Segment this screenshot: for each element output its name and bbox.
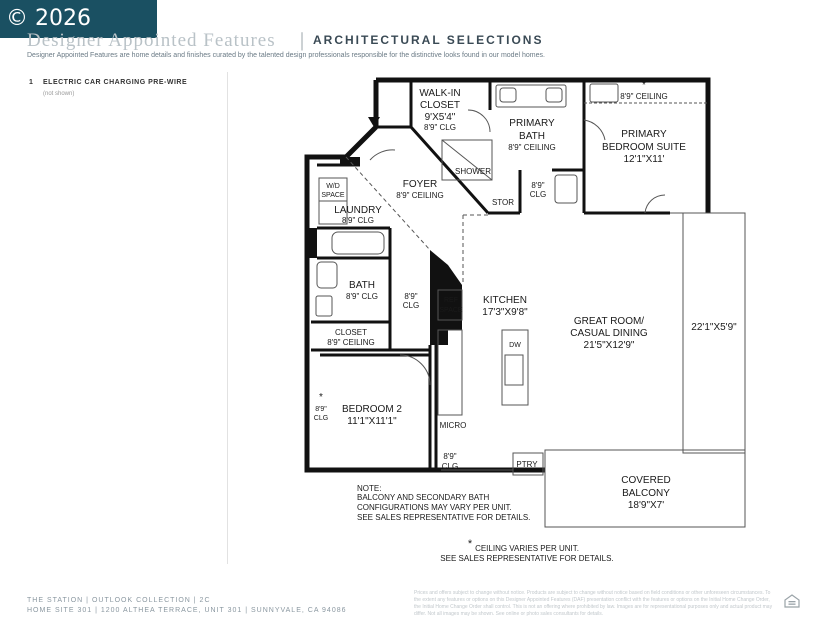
feature-label: ELECTRIC CAR CHARGING PRE-WIRE bbox=[43, 79, 188, 86]
hall-clg-1: 8'9" bbox=[404, 292, 418, 301]
bed2-clg-2: CLG bbox=[313, 415, 329, 422]
walkin-dims: 9'X5'4" bbox=[424, 112, 456, 123]
kitchen-clg-1: 8'9" bbox=[443, 452, 457, 461]
header-title-right: ARCHITECTURAL SELECTIONS bbox=[313, 33, 544, 47]
covered-balcony-dims: 18'9"X7' bbox=[627, 500, 665, 511]
note-line-3: CONFIGURATIONS MAY VARY PER UNIT. bbox=[357, 503, 512, 512]
closet-clg: 8'9" CEILING bbox=[327, 338, 375, 347]
primary-bath-label-2: BATH bbox=[519, 131, 545, 142]
kitchen-label: KITCHEN bbox=[483, 295, 527, 306]
header-separator: | bbox=[300, 29, 305, 51]
wc-clg-2: CLG bbox=[529, 190, 547, 199]
great-room-dims: 21'5"X12'9" bbox=[583, 340, 635, 351]
ref-label-1: REF bbox=[444, 297, 458, 304]
side-balcony-dims: 22'1"X5'9" bbox=[691, 322, 737, 333]
foyer-label: FOYER bbox=[402, 179, 438, 190]
bed2-label: BEDROOM 2 bbox=[341, 404, 403, 415]
header-subtitle: Designer Appointed Features are home details and finishes curated by the talented design professionals responsible for the distinctive looks found in our model homes. bbox=[27, 52, 545, 59]
note-line-1: NOTE: bbox=[357, 484, 382, 493]
equal-housing-icon bbox=[784, 594, 800, 608]
micro-label: MICRO bbox=[439, 421, 467, 430]
bed2-clg-1: 8'9" bbox=[315, 406, 327, 413]
primary-bed-dims: 12'1"X11' bbox=[623, 154, 665, 165]
stor-label: STOR bbox=[491, 198, 515, 207]
shower-label: SHOWER bbox=[455, 167, 491, 176]
laundry-label: LAUNDRY bbox=[334, 205, 382, 216]
primary-bath-clg: 8'9" CEILING bbox=[508, 143, 556, 152]
covered-balcony-label-2: BALCONY bbox=[622, 488, 670, 499]
primary-bed-label-1: PRIMARY bbox=[621, 129, 667, 140]
dw-label: DW bbox=[509, 342, 521, 349]
watermark-badge: © 2026 CCAR bbox=[0, 0, 157, 38]
laundry-clg: 8'9" CLG bbox=[342, 216, 374, 225]
primary-bed-clg: 8'9" CEILING bbox=[620, 92, 668, 101]
bed2-star: * bbox=[319, 392, 323, 403]
primary-bath-label-1: PRIMARY bbox=[509, 118, 555, 129]
kitchen-clg-2: CLG bbox=[441, 462, 459, 471]
footer-collection: THE STATION | OUTLOOK COLLECTION | 2C bbox=[27, 597, 211, 604]
primary-bed-star: * bbox=[642, 80, 646, 91]
closet-label: CLOSET bbox=[334, 328, 368, 337]
ceiling-note-line-1: CEILING VARIES PER UNIT. bbox=[475, 544, 579, 553]
feature-note: (not shown) bbox=[43, 91, 75, 97]
ceiling-note-line-2: SEE SALES REPRESENTATIVE FOR DETAILS. bbox=[440, 554, 614, 563]
covered-balcony-label-1: COVERED bbox=[621, 475, 671, 486]
bath-label: BATH bbox=[349, 280, 375, 291]
header-title-left: Designer Appointed Features bbox=[27, 30, 276, 51]
wc-clg-1: 8'9" bbox=[531, 181, 545, 190]
note-line-4: SEE SALES REPRESENTATIVE FOR DETAILS. bbox=[357, 513, 531, 522]
ref-label-2: SPACE bbox=[439, 307, 463, 314]
bed2-dims: 11'1"X11'1" bbox=[347, 416, 397, 427]
kitchen-dims: 17'3"X9'8" bbox=[482, 307, 528, 318]
footer-disclaimer: Prices and offers subject to change without notice. Products are subject to change without notice based on field conditions or other unforeseen circumstances. To the extent any features or options on this Designer Appointed Features (DAF) presentation conflict with the features or options on the Initial Home Change Order, the Initial Home Change Order shall control. This is not an offering where prohibited by law. Images are for representational purposes only and actual product may differ. Not all images may be shown. See online or photo sales consultants for details. bbox=[414, 590, 773, 617]
bath-clg: 8'9" CLG bbox=[346, 292, 378, 301]
ptry-label: PTRY bbox=[516, 460, 538, 469]
note-line-2: BALCONY AND SECONDARY BATH bbox=[357, 493, 490, 502]
ceiling-note-star: * bbox=[467, 538, 473, 550]
wd-label-2: SPACE bbox=[321, 192, 345, 199]
primary-bed-label-2: BEDROOM SUITE bbox=[602, 142, 686, 153]
great-room-label-2: CASUAL DINING bbox=[570, 328, 648, 339]
wd-label-1: W/D bbox=[326, 183, 340, 190]
foyer-clg: 8'9" CEILING bbox=[396, 191, 444, 200]
wall-fill-laundry bbox=[307, 228, 317, 258]
walkin-clg: 8'9" CLG bbox=[424, 123, 456, 132]
footer-address: HOME SITE 301 | 1200 ALTHEA TERRACE, UNIT 301 | SUNNYVALE, CA 94086 bbox=[27, 607, 347, 614]
great-room-label-1: GREAT ROOM/ bbox=[573, 316, 645, 327]
hall-clg-2: CLG bbox=[402, 301, 420, 310]
walkin-label-1: WALK-IN bbox=[419, 88, 461, 99]
walkin-label-2: CLOSET bbox=[419, 100, 461, 111]
feature-number: 1 bbox=[29, 79, 33, 86]
